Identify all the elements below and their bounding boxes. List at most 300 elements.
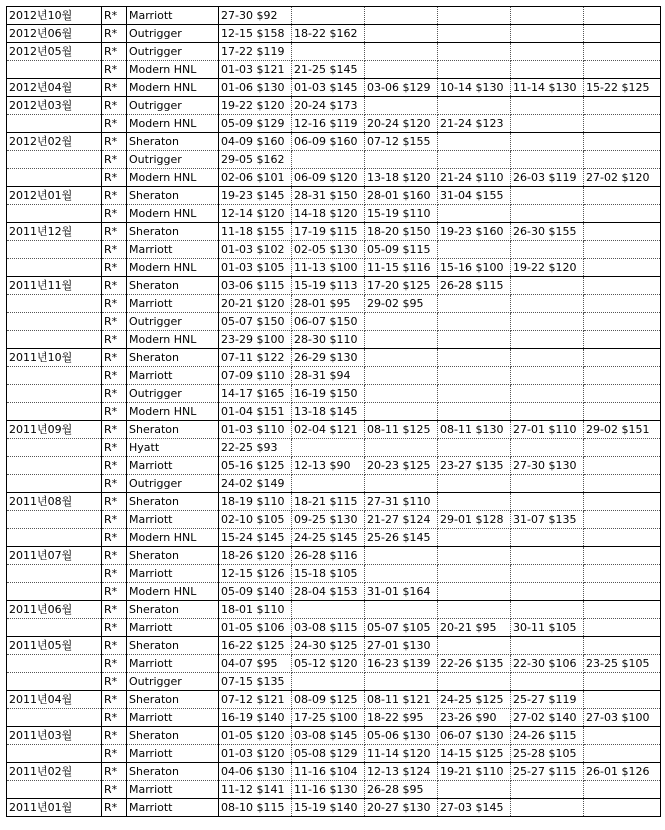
rate-cell[interactable] [511, 547, 584, 565]
rate-cell[interactable]: 23-27 $135 [438, 457, 511, 475]
rate-cell[interactable]: 18-26 $120 [219, 547, 292, 565]
month-cell[interactable] [7, 565, 102, 583]
hotel-cell[interactable]: Marriott [127, 781, 219, 799]
rate-cell[interactable]: 01-03 $121 [219, 61, 292, 79]
rate-cell[interactable]: 08-11 $130 [438, 421, 511, 439]
rate-cell[interactable] [438, 7, 511, 25]
rate-cell[interactable] [438, 367, 511, 385]
rate-cell[interactable] [584, 619, 661, 637]
hotel-cell[interactable]: Hyatt [127, 439, 219, 457]
month-cell[interactable] [7, 673, 102, 691]
rate-cell[interactable]: 22-26 $135 [438, 655, 511, 673]
month-cell[interactable] [7, 385, 102, 403]
rate-cell[interactable]: 11-15 $116 [365, 259, 438, 277]
rate-cell[interactable] [584, 97, 661, 115]
hotel-cell[interactable]: Modern HNL [127, 331, 219, 349]
reservation-cell[interactable]: R* [102, 457, 127, 475]
reservation-cell[interactable]: R* [102, 673, 127, 691]
rate-cell[interactable] [511, 25, 584, 43]
rate-cell[interactable] [584, 25, 661, 43]
month-cell[interactable] [7, 403, 102, 421]
rate-cell[interactable] [438, 781, 511, 799]
hotel-cell[interactable]: Marriott [127, 241, 219, 259]
rate-cell[interactable]: 05-08 $129 [292, 745, 365, 763]
month-cell[interactable] [7, 709, 102, 727]
rate-cell[interactable] [511, 133, 584, 151]
hotel-cell[interactable]: Sheraton [127, 421, 219, 439]
rate-cell[interactable] [584, 529, 661, 547]
rate-cell[interactable]: 03-08 $145 [292, 727, 365, 745]
rate-cell[interactable]: 05-09 $129 [219, 115, 292, 133]
reservation-cell[interactable]: R* [102, 511, 127, 529]
rate-cell[interactable]: 13-18 $145 [292, 403, 365, 421]
rate-cell[interactable] [292, 475, 365, 493]
rate-cell[interactable]: 26-28 $116 [292, 547, 365, 565]
rate-cell[interactable]: 07-09 $110 [219, 367, 292, 385]
rate-cell[interactable]: 28-04 $153 [292, 583, 365, 601]
hotel-cell[interactable]: Marriott [127, 745, 219, 763]
rate-cell[interactable]: 22-30 $106 [511, 655, 584, 673]
month-cell[interactable]: 2011년08월 [7, 493, 102, 511]
month-cell[interactable]: 2012년01월 [7, 187, 102, 205]
rate-cell[interactable]: 08-09 $125 [292, 691, 365, 709]
rate-cell[interactable]: 24-26 $115 [511, 727, 584, 745]
rate-cell[interactable]: 27-02 $120 [584, 169, 661, 187]
rate-cell[interactable] [511, 799, 584, 817]
rate-cell[interactable] [438, 241, 511, 259]
rate-cell[interactable]: 05-09 $140 [219, 583, 292, 601]
hotel-cell[interactable]: Outrigger [127, 673, 219, 691]
rate-cell[interactable]: 21-27 $124 [365, 511, 438, 529]
rate-cell[interactable]: 25-28 $105 [511, 745, 584, 763]
rate-cell[interactable] [511, 313, 584, 331]
rate-cell[interactable] [584, 601, 661, 619]
month-cell[interactable]: 2011년12월 [7, 223, 102, 241]
rate-cell[interactable] [511, 61, 584, 79]
month-cell[interactable] [7, 439, 102, 457]
hotel-cell[interactable]: Sheraton [127, 601, 219, 619]
rate-cell[interactable]: 08-10 $115 [219, 799, 292, 817]
rate-cell[interactable]: 06-07 $130 [438, 727, 511, 745]
hotel-cell[interactable]: Sheraton [127, 691, 219, 709]
month-cell[interactable] [7, 241, 102, 259]
rate-cell[interactable] [365, 439, 438, 457]
rate-cell[interactable] [584, 241, 661, 259]
rate-cell[interactable] [584, 7, 661, 25]
rate-cell[interactable] [438, 205, 511, 223]
reservation-cell[interactable]: R* [102, 439, 127, 457]
rate-cell[interactable] [584, 493, 661, 511]
rate-cell[interactable]: 14-15 $125 [438, 745, 511, 763]
month-cell[interactable] [7, 529, 102, 547]
reservation-cell[interactable]: R* [102, 565, 127, 583]
reservation-cell[interactable]: R* [102, 223, 127, 241]
month-cell[interactable]: 2011년05월 [7, 637, 102, 655]
rate-cell[interactable]: 21-24 $110 [438, 169, 511, 187]
month-cell[interactable]: 2012년10월 [7, 7, 102, 25]
hotel-cell[interactable]: Marriott [127, 709, 219, 727]
rate-cell[interactable] [292, 151, 365, 169]
rate-cell[interactable]: 24-02 $149 [219, 475, 292, 493]
rate-cell[interactable]: 02-04 $121 [292, 421, 365, 439]
rate-cell[interactable] [511, 277, 584, 295]
rate-cell[interactable]: 08-11 $125 [365, 421, 438, 439]
rate-cell[interactable]: 15-24 $145 [219, 529, 292, 547]
rate-cell[interactable] [511, 97, 584, 115]
rate-cell[interactable]: 15-19 $113 [292, 277, 365, 295]
rate-cell[interactable]: 03-06 $129 [365, 79, 438, 97]
rate-cell[interactable]: 14-17 $165 [219, 385, 292, 403]
rate-cell[interactable]: 11-16 $104 [292, 763, 365, 781]
rate-cell[interactable] [584, 295, 661, 313]
rate-cell[interactable]: 31-01 $164 [365, 583, 438, 601]
rate-cell[interactable]: 06-09 $120 [292, 169, 365, 187]
rate-cell[interactable] [365, 565, 438, 583]
month-cell[interactable]: 2011년10월 [7, 349, 102, 367]
hotel-cell[interactable]: Marriott [127, 565, 219, 583]
rate-cell[interactable]: 02-06 $101 [219, 169, 292, 187]
rate-cell[interactable]: 26-29 $130 [292, 349, 365, 367]
rate-cell[interactable]: 18-01 $110 [219, 601, 292, 619]
rate-cell[interactable] [365, 61, 438, 79]
rate-cell[interactable] [438, 637, 511, 655]
reservation-cell[interactable]: R* [102, 475, 127, 493]
rate-cell[interactable]: 31-04 $155 [438, 187, 511, 205]
month-cell[interactable]: 2012년05월 [7, 43, 102, 61]
hotel-cell[interactable]: Outrigger [127, 151, 219, 169]
hotel-cell[interactable]: Modern HNL [127, 115, 219, 133]
rate-cell[interactable] [584, 547, 661, 565]
rate-cell[interactable]: 12-14 $120 [219, 205, 292, 223]
rate-cell[interactable]: 01-05 $120 [219, 727, 292, 745]
month-cell[interactable]: 2012년06월 [7, 25, 102, 43]
rate-cell[interactable] [292, 439, 365, 457]
rate-cell[interactable]: 18-19 $110 [219, 493, 292, 511]
rate-cell[interactable]: 14-18 $120 [292, 205, 365, 223]
rate-cell[interactable]: 07-11 $122 [219, 349, 292, 367]
rate-cell[interactable]: 21-24 $123 [438, 115, 511, 133]
rate-cell[interactable]: 05-07 $105 [365, 619, 438, 637]
rate-cell[interactable]: 25-27 $115 [511, 763, 584, 781]
rate-cell[interactable] [584, 511, 661, 529]
rate-cell[interactable]: 12-16 $119 [292, 115, 365, 133]
rate-cell[interactable]: 24-30 $125 [292, 637, 365, 655]
rate-cell[interactable] [511, 349, 584, 367]
reservation-cell[interactable]: R* [102, 241, 127, 259]
reservation-cell[interactable]: R* [102, 151, 127, 169]
rate-cell[interactable] [438, 43, 511, 61]
rate-cell[interactable]: 16-19 $150 [292, 385, 365, 403]
rate-cell[interactable]: 01-03 $145 [292, 79, 365, 97]
rate-cell[interactable] [365, 7, 438, 25]
reservation-cell[interactable]: R* [102, 655, 127, 673]
month-cell[interactable] [7, 313, 102, 331]
rate-cell[interactable] [584, 367, 661, 385]
rate-cell[interactable]: 26-28 $95 [365, 781, 438, 799]
rate-cell[interactable]: 23-29 $100 [219, 331, 292, 349]
month-cell[interactable] [7, 331, 102, 349]
rate-cell[interactable] [438, 583, 511, 601]
rate-cell[interactable]: 06-09 $160 [292, 133, 365, 151]
rate-cell[interactable]: 28-31 $94 [292, 367, 365, 385]
month-cell[interactable] [7, 655, 102, 673]
rate-cell[interactable] [438, 349, 511, 367]
rate-cell[interactable]: 24-25 $145 [292, 529, 365, 547]
hotel-cell[interactable]: Modern HNL [127, 583, 219, 601]
rate-cell[interactable] [365, 349, 438, 367]
rate-cell[interactable]: 01-03 $110 [219, 421, 292, 439]
rate-cell[interactable]: 05-16 $125 [219, 457, 292, 475]
rate-cell[interactable]: 26-01 $126 [584, 763, 661, 781]
rate-cell[interactable] [584, 133, 661, 151]
month-cell[interactable]: 2012년04월 [7, 79, 102, 97]
rate-cell[interactable]: 05-12 $120 [292, 655, 365, 673]
rate-cell[interactable]: 27-01 $130 [365, 637, 438, 655]
hotel-cell[interactable]: Outrigger [127, 97, 219, 115]
reservation-cell[interactable]: R* [102, 331, 127, 349]
rate-cell[interactable]: 26-28 $115 [438, 277, 511, 295]
rate-cell[interactable]: 06-07 $150 [292, 313, 365, 331]
rate-cell[interactable]: 31-07 $135 [511, 511, 584, 529]
rate-cell[interactable]: 18-21 $115 [292, 493, 365, 511]
month-cell[interactable]: 2012년02월 [7, 133, 102, 151]
hotel-cell[interactable]: Outrigger [127, 43, 219, 61]
rate-cell[interactable] [292, 7, 365, 25]
rate-cell[interactable] [438, 547, 511, 565]
rate-cell[interactable] [511, 781, 584, 799]
month-cell[interactable]: 2011년11월 [7, 277, 102, 295]
reservation-cell[interactable]: R* [102, 727, 127, 745]
month-cell[interactable] [7, 583, 102, 601]
hotel-cell[interactable]: Modern HNL [127, 259, 219, 277]
rate-cell[interactable]: 07-12 $121 [219, 691, 292, 709]
reservation-cell[interactable]: R* [102, 367, 127, 385]
rate-cell[interactable] [365, 97, 438, 115]
reservation-cell[interactable]: R* [102, 295, 127, 313]
rate-cell[interactable] [511, 475, 584, 493]
month-cell[interactable] [7, 205, 102, 223]
rate-cell[interactable]: 11-12 $141 [219, 781, 292, 799]
rate-cell[interactable]: 29-02 $151 [584, 421, 661, 439]
rate-cell[interactable]: 02-05 $130 [292, 241, 365, 259]
rate-cell[interactable] [511, 439, 584, 457]
rate-cell[interactable] [438, 529, 511, 547]
rate-cell[interactable]: 27-02 $140 [511, 709, 584, 727]
rate-cell[interactable] [365, 475, 438, 493]
rate-cell[interactable] [584, 637, 661, 655]
rate-cell[interactable]: 28-01 $95 [292, 295, 365, 313]
month-cell[interactable] [7, 169, 102, 187]
rate-cell[interactable]: 01-06 $130 [219, 79, 292, 97]
rate-cell[interactable] [584, 691, 661, 709]
rate-cell[interactable]: 27-30 $92 [219, 7, 292, 25]
month-cell[interactable] [7, 259, 102, 277]
rate-cell[interactable] [584, 259, 661, 277]
hotel-cell[interactable]: Outrigger [127, 313, 219, 331]
reservation-cell[interactable]: R* [102, 97, 127, 115]
rate-cell[interactable]: 26-30 $155 [511, 223, 584, 241]
hotel-cell[interactable]: Sheraton [127, 223, 219, 241]
rate-cell[interactable]: 15-22 $125 [584, 79, 661, 97]
rate-cell[interactable] [438, 439, 511, 457]
rate-cell[interactable]: 19-23 $160 [438, 223, 511, 241]
hotel-cell[interactable]: Sheraton [127, 133, 219, 151]
rate-cell[interactable]: 12-13 $124 [365, 763, 438, 781]
rate-cell[interactable] [584, 277, 661, 295]
hotel-cell[interactable]: Sheraton [127, 547, 219, 565]
rate-cell[interactable]: 01-03 $120 [219, 745, 292, 763]
rate-cell[interactable]: 16-22 $125 [219, 637, 292, 655]
rate-cell[interactable] [511, 331, 584, 349]
rate-cell[interactable]: 17-25 $100 [292, 709, 365, 727]
rate-cell[interactable]: 01-04 $151 [219, 403, 292, 421]
rate-cell[interactable]: 01-05 $106 [219, 619, 292, 637]
month-cell[interactable]: 2012년03월 [7, 97, 102, 115]
reservation-cell[interactable]: R* [102, 583, 127, 601]
rate-cell[interactable] [438, 151, 511, 169]
rate-cell[interactable]: 08-11 $121 [365, 691, 438, 709]
rate-cell[interactable]: 11-18 $155 [219, 223, 292, 241]
rate-cell[interactable]: 19-23 $145 [219, 187, 292, 205]
rate-cell[interactable]: 18-22 $162 [292, 25, 365, 43]
rate-cell[interactable] [511, 637, 584, 655]
month-cell[interactable]: 2011년01월 [7, 799, 102, 817]
reservation-cell[interactable]: R* [102, 277, 127, 295]
rate-cell[interactable]: 18-22 $95 [365, 709, 438, 727]
rate-cell[interactable] [584, 457, 661, 475]
rate-cell[interactable] [365, 313, 438, 331]
hotel-cell[interactable]: Modern HNL [127, 205, 219, 223]
reservation-cell[interactable]: R* [102, 421, 127, 439]
rate-cell[interactable]: 20-21 $120 [219, 295, 292, 313]
rate-cell[interactable] [292, 673, 365, 691]
reservation-cell[interactable]: R* [102, 799, 127, 817]
reservation-cell[interactable]: R* [102, 745, 127, 763]
reservation-cell[interactable]: R* [102, 709, 127, 727]
rate-cell[interactable] [511, 583, 584, 601]
hotel-cell[interactable]: Sheraton [127, 187, 219, 205]
rate-cell[interactable]: 15-19 $110 [365, 205, 438, 223]
rate-cell[interactable]: 28-31 $150 [292, 187, 365, 205]
rate-cell[interactable]: 27-30 $130 [511, 457, 584, 475]
reservation-cell[interactable]: R* [102, 547, 127, 565]
hotel-cell[interactable]: Outrigger [127, 385, 219, 403]
rate-cell[interactable]: 29-01 $128 [438, 511, 511, 529]
rate-cell[interactable]: 13-18 $120 [365, 169, 438, 187]
hotel-cell[interactable]: Modern HNL [127, 79, 219, 97]
rate-cell[interactable] [365, 25, 438, 43]
rate-cell[interactable] [438, 25, 511, 43]
rate-cell[interactable] [584, 385, 661, 403]
rate-cell[interactable]: 21-25 $145 [292, 61, 365, 79]
rate-cell[interactable]: 12-15 $158 [219, 25, 292, 43]
hotel-cell[interactable]: Sheraton [127, 763, 219, 781]
rate-cell[interactable] [511, 367, 584, 385]
rate-cell[interactable]: 12-13 $90 [292, 457, 365, 475]
rate-cell[interactable]: 17-20 $125 [365, 277, 438, 295]
reservation-cell[interactable]: R* [102, 61, 127, 79]
hotel-cell[interactable]: Marriott [127, 511, 219, 529]
rate-cell[interactable] [438, 493, 511, 511]
rate-cell[interactable]: 01-03 $102 [219, 241, 292, 259]
rate-cell[interactable] [511, 43, 584, 61]
month-cell[interactable]: 2011년06월 [7, 601, 102, 619]
rate-cell[interactable] [365, 331, 438, 349]
rate-cell[interactable] [584, 313, 661, 331]
rate-cell[interactable]: 01-03 $105 [219, 259, 292, 277]
rate-cell[interactable] [511, 403, 584, 421]
reservation-cell[interactable]: R* [102, 7, 127, 25]
rate-cell[interactable] [584, 187, 661, 205]
rate-cell[interactable] [365, 673, 438, 691]
reservation-cell[interactable]: R* [102, 25, 127, 43]
rate-cell[interactable]: 15-18 $105 [292, 565, 365, 583]
hotel-cell[interactable]: Marriott [127, 799, 219, 817]
rate-cell[interactable] [584, 475, 661, 493]
reservation-cell[interactable]: R* [102, 493, 127, 511]
rate-cell[interactable] [584, 781, 661, 799]
reservation-cell[interactable]: R* [102, 259, 127, 277]
month-cell[interactable] [7, 367, 102, 385]
rate-cell[interactable]: 18-20 $150 [365, 223, 438, 241]
hotel-cell[interactable]: Marriott [127, 655, 219, 673]
rate-cell[interactable]: 19-22 $120 [219, 97, 292, 115]
rate-cell[interactable] [584, 205, 661, 223]
rate-cell[interactable] [438, 313, 511, 331]
rate-cell[interactable]: 05-06 $130 [365, 727, 438, 745]
rate-cell[interactable] [584, 799, 661, 817]
rate-cell[interactable]: 23-25 $105 [584, 655, 661, 673]
rate-cell[interactable] [511, 187, 584, 205]
reservation-cell[interactable]: R* [102, 349, 127, 367]
rate-cell[interactable]: 12-15 $126 [219, 565, 292, 583]
reservation-cell[interactable]: R* [102, 637, 127, 655]
reservation-cell[interactable]: R* [102, 781, 127, 799]
rate-cell[interactable]: 27-01 $110 [511, 421, 584, 439]
rate-cell[interactable] [511, 205, 584, 223]
rate-cell[interactable]: 09-25 $130 [292, 511, 365, 529]
rate-cell[interactable]: 28-30 $110 [292, 331, 365, 349]
rate-cell[interactable]: 27-03 $100 [584, 709, 661, 727]
rate-cell[interactable] [438, 61, 511, 79]
hotel-cell[interactable]: Marriott [127, 367, 219, 385]
rate-cell[interactable]: 07-12 $155 [365, 133, 438, 151]
reservation-cell[interactable]: R* [102, 43, 127, 61]
reservation-cell[interactable]: R* [102, 115, 127, 133]
rate-cell[interactable]: 29-05 $162 [219, 151, 292, 169]
rate-cell[interactable]: 04-09 $160 [219, 133, 292, 151]
rate-cell[interactable]: 25-26 $145 [365, 529, 438, 547]
rate-cell[interactable]: 25-27 $119 [511, 691, 584, 709]
hotel-cell[interactable]: Sheraton [127, 727, 219, 745]
month-cell[interactable] [7, 619, 102, 637]
rate-cell[interactable] [511, 241, 584, 259]
rate-cell[interactable]: 05-09 $115 [365, 241, 438, 259]
rate-cell[interactable] [584, 61, 661, 79]
reservation-cell[interactable]: R* [102, 763, 127, 781]
rate-cell[interactable]: 23-26 $90 [438, 709, 511, 727]
rate-cell[interactable]: 28-01 $160 [365, 187, 438, 205]
rate-cell[interactable] [438, 565, 511, 583]
rate-cell[interactable] [438, 601, 511, 619]
month-cell[interactable] [7, 475, 102, 493]
rate-cell[interactable]: 20-24 $173 [292, 97, 365, 115]
hotel-cell[interactable]: Sheraton [127, 493, 219, 511]
rate-cell[interactable] [438, 403, 511, 421]
hotel-cell[interactable]: Sheraton [127, 349, 219, 367]
month-cell[interactable] [7, 151, 102, 169]
month-cell[interactable]: 2011년03월 [7, 727, 102, 745]
